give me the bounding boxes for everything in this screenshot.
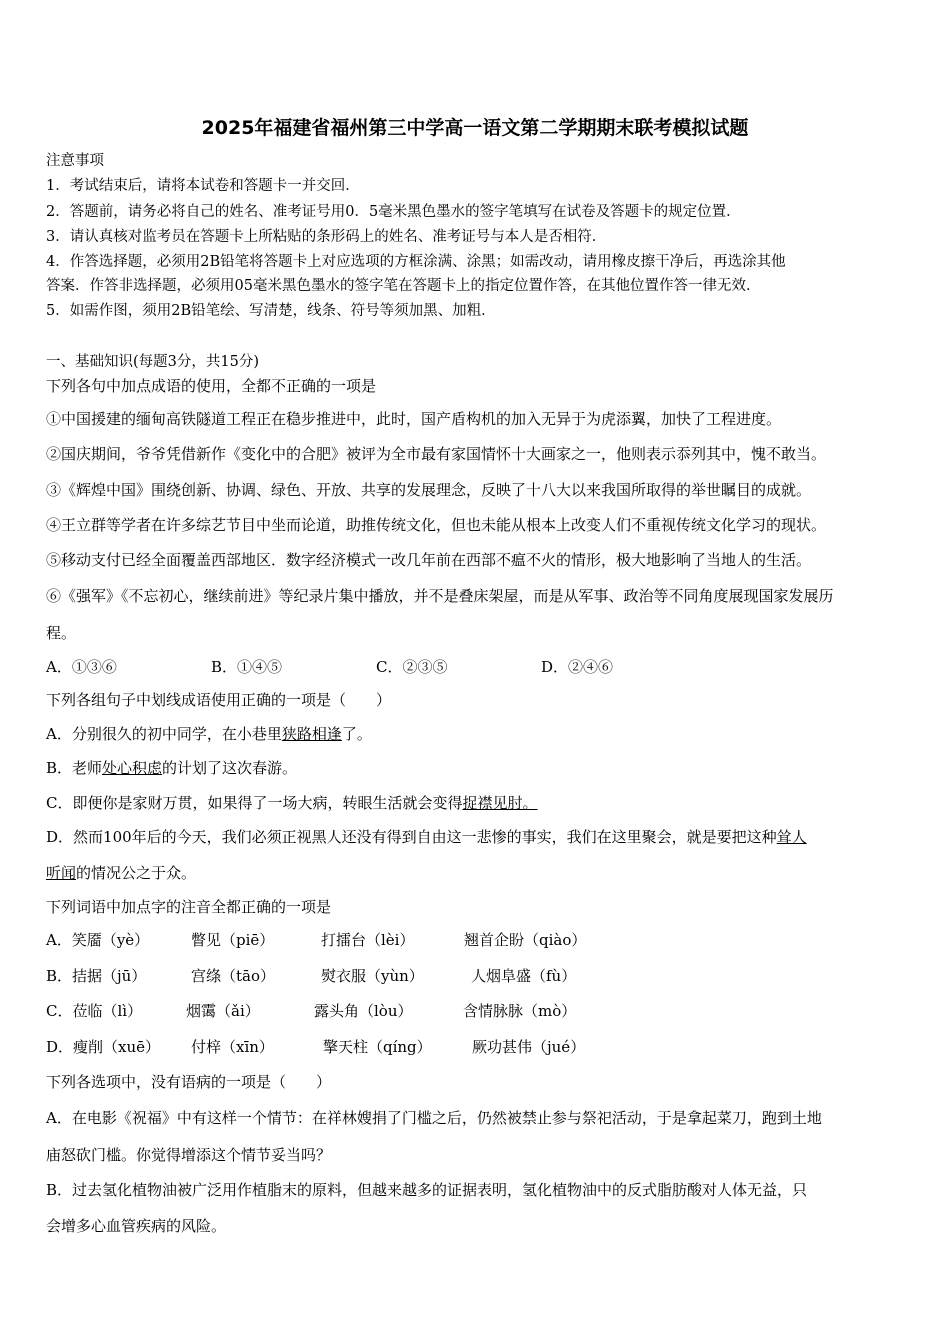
exam-page: 2025年福建省福州第三中学高一语文第二学期期末联考模拟试题 注意事项 1．考试结束后，请将本试卷和答题卡一并交回． 2．答题前，请务必将自己的姓名、准考证号用0．5毫米黑色墨水的签字笔填写在试卷及答题卡的规定位置． 3．请认真核对监考员在答题卡上所粘贴的条形码上的姓名、准考证号与本人是否相符． 4．作答选择题，必须用2B铅笔将答题卡上对应选项的方框涂满、涂黑；如需改动，请用橡皮擦干净后，再选涂其他 答案．作答非选择题，必须用05毫米黑色墨水的签字笔在答题卡上的指定位置作答，在其他位置作答一律无效． 5．如需作图，须用2B铅笔绘、写清楚，线条、符号等须加黑、加粗． 一、基础知识(每题3分，共15分) 下列各句中加点成语的使用，全都不正确的一项是 ①中国援建的缅甸高铁隧道工程正在稳步推进中，此时，国产盾构机的加入无异于为虎添翼，加快了工程进度。 ②国庆期间，爷爷凭借新作《变化中的合肥》被评为全市最有家国情怀十大画家之一，他则表示忝列其中，愧不敢当。 ③《辉煌中国》围绕创新、协调、绿色、开放、共享的发展理念，反映了十八大以来我国所取得的举世瞩目的成就。 ④王立群等学者在许多综艺节目中坐而论道，助推传统文化，但也未能从根本上改变人们不重视传统文化学习的现状。 ⑤移动支付已经全面覆盖西部地区．数字经济模式一改几年前在西部不瘟不火的情形，极大地影响了当地人的生活。 ⑥《强军》《不忘初心，继续前进》等纪录片集中播放，并不是叠床架屋，而是从军事、政治等不同角度展现国家发展历 程。 A．①③⑥ B．①④⑤ C．②③⑤ D．②④⑥ 下列各组句子中划线成语使用正确的一项是（ ） A．分别很久的初中同学，在小巷里狭路相逢了。 B．老师处心积虑的计划了这次春游。 C．即便你是家财万贯，如果得了一场大病，转眼生活就会变得捉襟见肘。 D．然而100年后的今天，我们必须正视黑人还没有得到自由这一悲惨的事实，我们在这里聚会，就是要把这种耸人 听闻的情况公之于众。 下列词语中加点字的注音全都正确的一项是 A．笑靥（yè） 瞥见（piē） 打擂台（lèi） 翘首企盼（qiào） B．拮据（jū） 宫绦（tāo） 熨衣服（yùn） 人烟阜盛（fù） C．莅临（lì） 烟霭（ǎi） 露头角（lòu） 含情脉脉（mò） D．瘦削（xuē） 付梓（xīn） 擎天柱（qíng） 厥功甚伟（jué） 下列各选项中，没有语病的一项是（ ） A．在电影《祝福》中有这样一个情节：在祥林嫂捐了门槛之后，仍然被禁止参与祭祀活动，于是拿起菜刀，跑到土地 庙怒砍门槛。你觉得增添这个情节妥当吗？ B．过去氢化植物油被广泛用作植脂末的原料，但越来越多的证据表明，氢化植物油中的反式脂肪酸对人体无益，只 会增多心血管疾病的风险。 [0,0,950,1344]
option-c[interactable]: C．即便你是家财万贯，如果得了一场大病，转眼生活就会变得捉襟见肘。 [46,794,538,812]
section-heading: 一、基础知识(每题3分，共15分) [46,354,259,370]
notice-item: 1．考试结束后，请将本试卷和答题卡一并交回． [46,178,360,194]
question-item: 程。 [46,624,77,642]
option-c[interactable]: C．②③⑤ [376,658,448,676]
question-item: ⑤移动支付已经全面覆盖西部地区．数字经济模式一改几年前在西部不瘟不火的情形，极大地影响了当地人的生活。 [46,551,812,569]
option-a[interactable]: A．在电影《祝福》中有这样一个情节：在祥林嫂捐了门槛之后，仍然被禁止参与祭祀活动，于是拿起菜刀，跑到土地 [46,1109,822,1127]
underlined-idiom: 捉襟见肘。 [462,794,538,812]
page-title: 2025年福建省福州第三中学高一语文第二学期期末联考模拟试题 [201,117,749,139]
option-d-continued: 听闻的情况公之于众。 [46,864,197,882]
question-item: ⑥《强军》《不忘初心，继续前进》等纪录片集中播放，并不是叠床架屋，而是从军事、政治等不同角度展现国家发展历 [46,587,834,605]
question-item: ③《辉煌中国》围绕创新、协调、绿色、开放、共享的发展理念，反映了十八大以来我国所取得的举世瞩目的成就。 [46,481,812,499]
notice-item: 5．如需作图，须用2B铅笔绘、写清楚，线条、符号等须加黑、加粗． [46,303,496,319]
notice-heading: 注意事项 [46,153,104,169]
question-item: ②国庆期间，爷爷凭借新作《变化中的合肥》被评为全市最有家国情怀十大画家之一，他则表示忝列其中，愧不敢当。 [46,445,827,463]
notice-item: 答案．作答非选择题，必须用05毫米黑色墨水的签字笔在答题卡上的指定位置作答，在其他位置作答一律无效． [46,278,761,294]
question-item: ④王立群等学者在许多综艺节目中坐而论道，助推传统文化，但也未能从根本上改变人们不重视传统文化学习的现状。 [46,516,827,534]
option-a[interactable]: A．分别很久的初中同学，在小巷里狭路相逢了。 [46,725,372,743]
option-a[interactable]: A．①③⑥ [46,658,117,676]
underlined-idiom: 耸人 [776,828,807,846]
option-b[interactable]: B．老师处心积虑的计划了这次春游。 [46,759,298,777]
underlined-idiom: 狭路相逢 [281,725,342,743]
underlined-idiom: 处心积虑 [102,759,163,777]
question-stem: 下列词语中加点字的注音全都正确的一项是 [46,898,332,916]
question-stem: 下列各选项中，没有语病的一项是（ ） [46,1073,332,1091]
notice-item: 3．请认真核对监考员在答题卡上所粘贴的条形码上的姓名、准考证号与本人是否相符． [46,229,607,245]
option-b[interactable]: B．过去氢化植物油被广泛用作植脂末的原料，但越来越多的证据表明，氢化植物油中的反式脂肪酸对人体无益，只 [46,1181,808,1199]
question-stem: 下列各句中加点成语的使用，全都不正确的一项是 [46,377,377,395]
option-d[interactable]: D．②④⑥ [541,658,614,676]
option-b-continued: 会增多心血管疾病的风险。 [46,1217,227,1235]
option-d[interactable]: D．然而100年后的今天，我们必须正视黑人还没有得到自由这一悲惨的事实，我们在这里聚会，就是要把这种耸人 [46,828,807,846]
option-a-continued: 庙怒砍门槛。你觉得增添这个情节妥当吗？ [46,1146,332,1164]
underlined-idiom: 听闻 [46,864,77,882]
question-item: ①中国援建的缅甸高铁隧道工程正在稳步推进中，此时，国产盾构机的加入无异于为虎添翼，加快了工程进度。 [46,410,782,428]
option-b[interactable]: B．①④⑤ [211,658,283,676]
notice-item: 2．答题前，请务必将自己的姓名、准考证号用0．5毫米黑色墨水的签字笔填写在试卷及答题卡的规定位置． [46,204,741,220]
question-stem: 下列各组句子中划线成语使用正确的一项是（ ） [46,691,392,709]
notice-item: 4．作答选择题，必须用2B铅笔将答题卡上对应选项的方框涂满、涂黑；如需改动，请用橡皮擦干净后，再选涂其他 [46,254,786,270]
